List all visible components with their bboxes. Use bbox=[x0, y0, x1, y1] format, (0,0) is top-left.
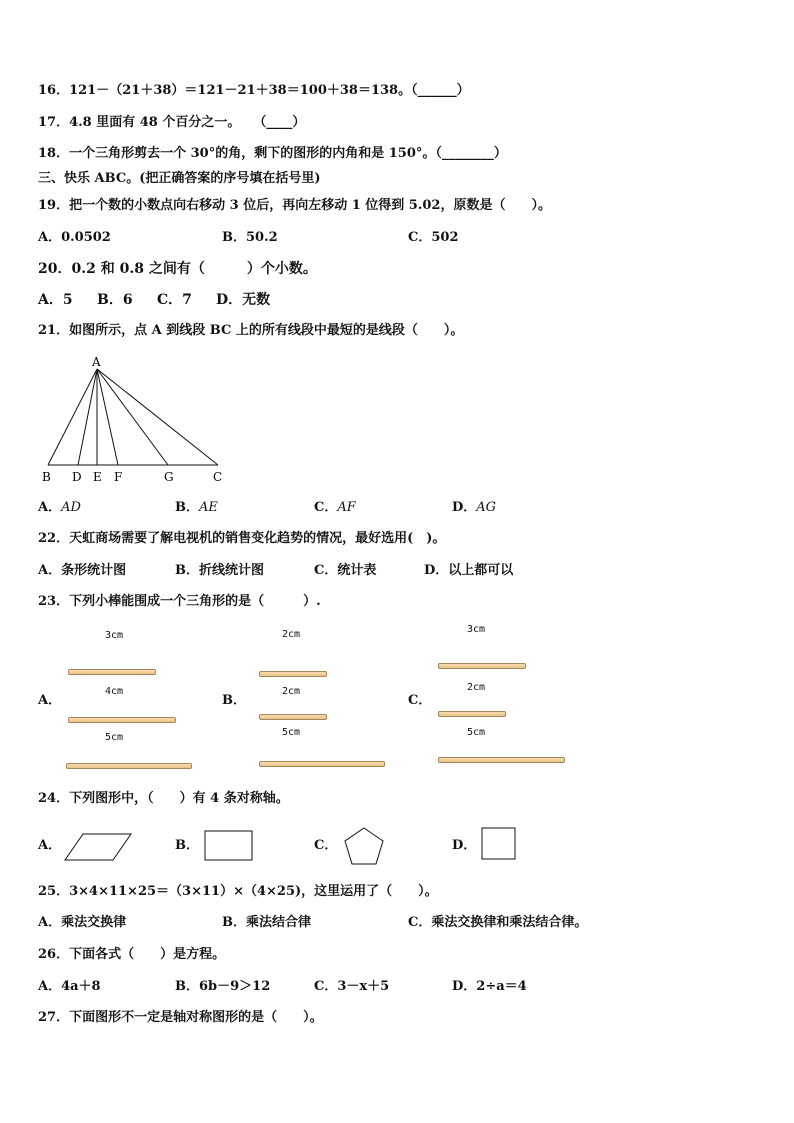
triangle-figure bbox=[38, 352, 238, 487]
label-b: B bbox=[42, 470, 51, 484]
stick bbox=[438, 711, 506, 717]
question-26: 26．下面各式（ ）是方程。 bbox=[38, 947, 226, 962]
q19-option-b: B．50.2 bbox=[222, 230, 278, 245]
question-19: 19．把一个数的小数点向右移动 3 位后，再向左移动 1 位得到 5.02，原数是（ ）。 bbox=[38, 198, 551, 213]
stick bbox=[438, 663, 526, 669]
q20-option-d: D．无数 bbox=[216, 292, 271, 308]
stick bbox=[68, 717, 176, 723]
q21-option-d-letter: D． bbox=[452, 500, 477, 515]
q24-option-a: A． bbox=[38, 838, 62, 853]
q25-option-b: B．乘法结合律 bbox=[222, 915, 311, 930]
q23-option-a: A． bbox=[38, 693, 62, 708]
q22-option-b: B．折线统计图 bbox=[175, 563, 264, 578]
q26-option-d: D．2÷a＝4 bbox=[452, 979, 527, 994]
question-27: 27．下面图形不一定是轴对称图形的是（ ）。 bbox=[38, 1010, 323, 1025]
q21-option-c-letter: C． bbox=[314, 500, 338, 515]
q24-option-d: D． bbox=[452, 838, 477, 853]
q23-option-c: C． bbox=[408, 693, 432, 708]
question-22: 22．天虹商场需要了解电视机的销售变化趋势的情况，最好选用( )。 bbox=[38, 531, 446, 546]
q25-option-c: C．乘法交换律和乘法结合律。 bbox=[408, 915, 588, 930]
q20-option-b: B．6 bbox=[97, 292, 133, 308]
rod-label: 5cm bbox=[282, 727, 301, 738]
rod-label: 5cm bbox=[105, 732, 124, 743]
q21-option-a-value: AD bbox=[61, 500, 81, 515]
q23-option-b: B． bbox=[222, 693, 246, 708]
label-e: E bbox=[93, 470, 102, 484]
q22-option-a: A．条形统计图 bbox=[38, 563, 127, 578]
rectangle-icon bbox=[204, 830, 254, 862]
q21-option-b-value: AE bbox=[199, 500, 218, 515]
q25-option-a: A．乘法交换律 bbox=[38, 915, 127, 930]
q21-option-c-value: AF bbox=[337, 500, 356, 515]
square-icon bbox=[481, 827, 517, 861]
question-24: 24．下列图形中，（ ）有 4 条对称轴。 bbox=[38, 791, 289, 806]
stick bbox=[259, 671, 327, 677]
q20-option-a: A．5 bbox=[38, 292, 73, 308]
q26-option-a: A．4a＋8 bbox=[38, 979, 101, 994]
q19-option-c: C．502 bbox=[408, 230, 459, 245]
rod-label: 3cm bbox=[467, 624, 486, 635]
q21-option-a bbox=[38, 500, 81, 516]
q22-option-d: D．以上都可以 bbox=[424, 563, 514, 578]
parallelogram-icon bbox=[63, 832, 133, 862]
q20-option-c: C．7 bbox=[157, 292, 192, 308]
q19-option-a: A．0.0502 bbox=[38, 230, 111, 245]
rod-label: 2cm bbox=[282, 629, 301, 640]
question-25: 25．3×4×11×25＝（3×11）×（4×25)，这里运用了（ ）。 bbox=[38, 884, 438, 899]
section-heading: 三、快乐 ABC。(把正确答案的序号填在括号里) bbox=[38, 171, 321, 186]
stick bbox=[259, 761, 385, 767]
question-16: 16．121－（21＋38）＝121－21＋38＝100＋38＝138。（______） bbox=[38, 83, 470, 98]
q21-option-b-letter: B． bbox=[175, 500, 199, 515]
question-18: 18．一个三角形剪去一个 30°的角，剩下的图形的内角和是 150°。（________） bbox=[38, 146, 507, 161]
question-21: 21．如图所示，点 A 到线段 BC 上的所有线段中最短的是线段（ ）。 bbox=[38, 323, 464, 338]
label-a: A bbox=[92, 355, 101, 369]
question-17: 17．4.8 里面有 48 个百分之一。 （____） bbox=[38, 115, 306, 130]
label-f: F bbox=[114, 470, 123, 484]
q22-option-c: C．统计表 bbox=[314, 563, 377, 578]
q26-option-c: C．3－x＋5 bbox=[314, 979, 390, 994]
q24-option-b: B． bbox=[175, 838, 199, 853]
label-d: D bbox=[72, 470, 82, 484]
q21-option-c bbox=[314, 500, 356, 516]
rod-label: 4cm bbox=[105, 686, 124, 697]
pentagon-icon bbox=[343, 826, 385, 866]
rod-label: 3cm bbox=[105, 630, 124, 641]
label-g: G bbox=[164, 470, 174, 484]
q21-option-d bbox=[452, 500, 496, 516]
q21-option-a-letter: A． bbox=[38, 500, 62, 515]
question-23: 23．下列小棒能围成一个三角形的是（ ）. bbox=[38, 594, 321, 609]
stick bbox=[66, 763, 192, 769]
stick bbox=[259, 714, 327, 720]
q24-option-c: C． bbox=[314, 838, 338, 853]
question-20: 20．0.2 和 0.8 之间有（ ）个小数。 bbox=[38, 261, 317, 277]
stick bbox=[438, 757, 565, 763]
rod-label: 2cm bbox=[467, 682, 486, 693]
rod-label: 2cm bbox=[282, 686, 301, 697]
q26-option-b: B．6b－9＞12 bbox=[175, 979, 271, 994]
stick bbox=[68, 669, 156, 675]
rod-label: 5cm bbox=[467, 727, 486, 738]
q21-option-b bbox=[175, 500, 218, 516]
label-c: C bbox=[213, 470, 223, 484]
q21-option-d-value: AG bbox=[476, 500, 497, 515]
